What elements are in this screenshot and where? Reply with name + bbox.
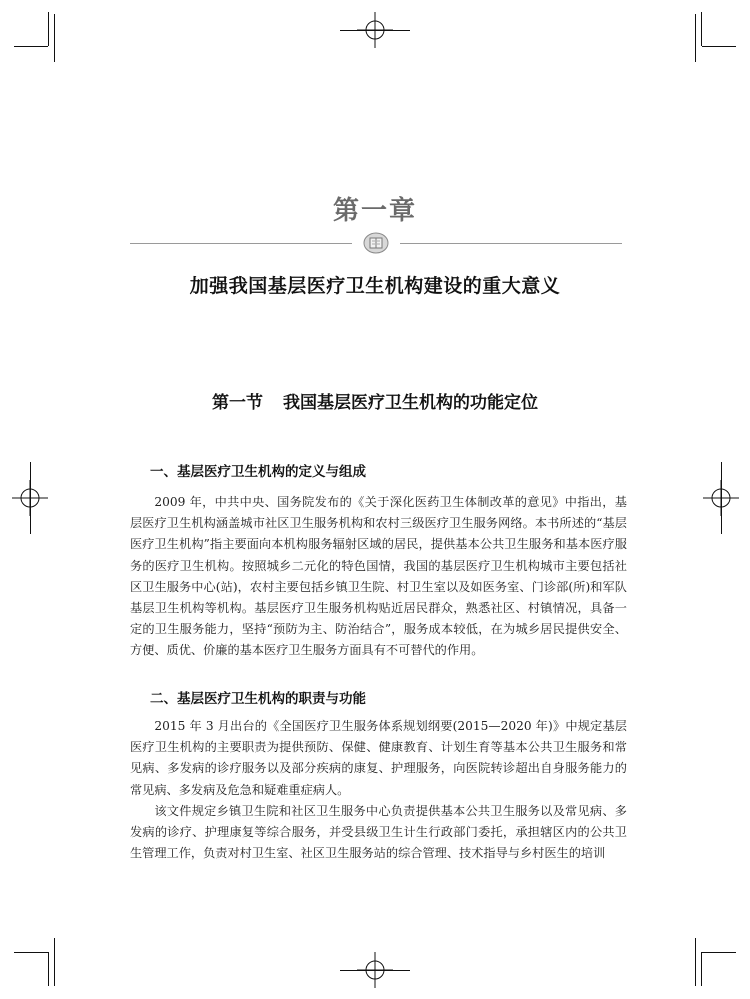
crop-mark — [701, 12, 702, 46]
paragraph: 2015 年 3 月出台的《全国医疗卫生服务体系规划纲要(2015—2020 年)》中规定基层医疗卫生机构的主要职责为提供预防、保健、健康教育、计划生育等基本公共卫生服务和常见病、多发病的诊疗服务以及部分疾病的康复、护理服务，向医院转诊超出自身服务能力的常见病、多发病及危急和疑难重症病人。 — [130, 719, 627, 797]
section-heading: 我国基层医疗卫生机构的功能定位 — [283, 393, 538, 413]
section-title — [0, 388, 750, 413]
ornament-line-left — [130, 243, 352, 244]
crop-mark — [695, 14, 696, 62]
crop-mark — [702, 46, 736, 47]
chapter-label: 第一章 — [332, 196, 417, 226]
crop-mark — [14, 46, 48, 47]
crop-mark — [695, 938, 696, 986]
crop-mark — [54, 14, 55, 62]
registration-line — [721, 462, 722, 534]
paragraph: 2009 年，中共中央、国务院发布的《关于深化医药卫生体制改革的意见》中指出，基层医疗卫生机构涵盖城市社区卫生服务机构和农村三级医疗卫生服务网络。本书所述的“基层医疗卫生机构”指主要面向本机构服务辐射区域的居民，提供基本公共卫生服务和基本医疗服务的医疗卫生机构。按照城乡二元化的特色国情，我国的基层医疗卫生机构城市主要包括社区卫生服务中心(站)，农村主要包括乡镇卫生院、村卫生室以及如医务室、门诊部(所)和军队基层卫生机构等机构。基层医疗卫生服务机构贴近居民群众，熟悉社区、村镇情况，具备一定的卫生服务能力，坚持“预防为主、防治结合”，服务成本较低，在为城乡居民提供安全、方便、质优、价廉的基本医疗卫生服务方面具有不可替代的作用。 — [130, 495, 627, 658]
crop-mark — [54, 938, 55, 986]
crop-mark — [702, 952, 736, 953]
book-emblem-icon — [362, 232, 390, 254]
crop-mark — [48, 952, 49, 986]
crop-mark — [14, 952, 48, 953]
section-number: 第一节 — [212, 393, 263, 413]
subsection-heading: 一、基层医疗卫生机构的定义与组成 — [150, 464, 366, 480]
registration-line — [30, 462, 31, 534]
registration-line — [340, 30, 410, 31]
paragraph: 该文件规定乡镇卫生院和社区卫生服务中心负责提供基本公共卫生服务以及常见病、多发病的诊疗、护理康复等综合服务，并受县级卫生计生行政部门委托，承担辖区内的公共卫生管理工作，负责对村卫生室、社区卫生服务站的综合管理、技术指导与乡村医生的培训 — [130, 804, 627, 861]
chapter-ornament — [130, 232, 622, 254]
registration-line — [340, 970, 410, 971]
crop-mark — [48, 12, 49, 46]
crop-mark — [701, 952, 702, 986]
chapter-title: 加强我国基层医疗卫生机构建设的重大意义 — [189, 275, 561, 297]
ornament-line-right — [400, 243, 622, 244]
subsection-heading: 二、基层医疗卫生机构的职责与功能 — [150, 691, 366, 707]
